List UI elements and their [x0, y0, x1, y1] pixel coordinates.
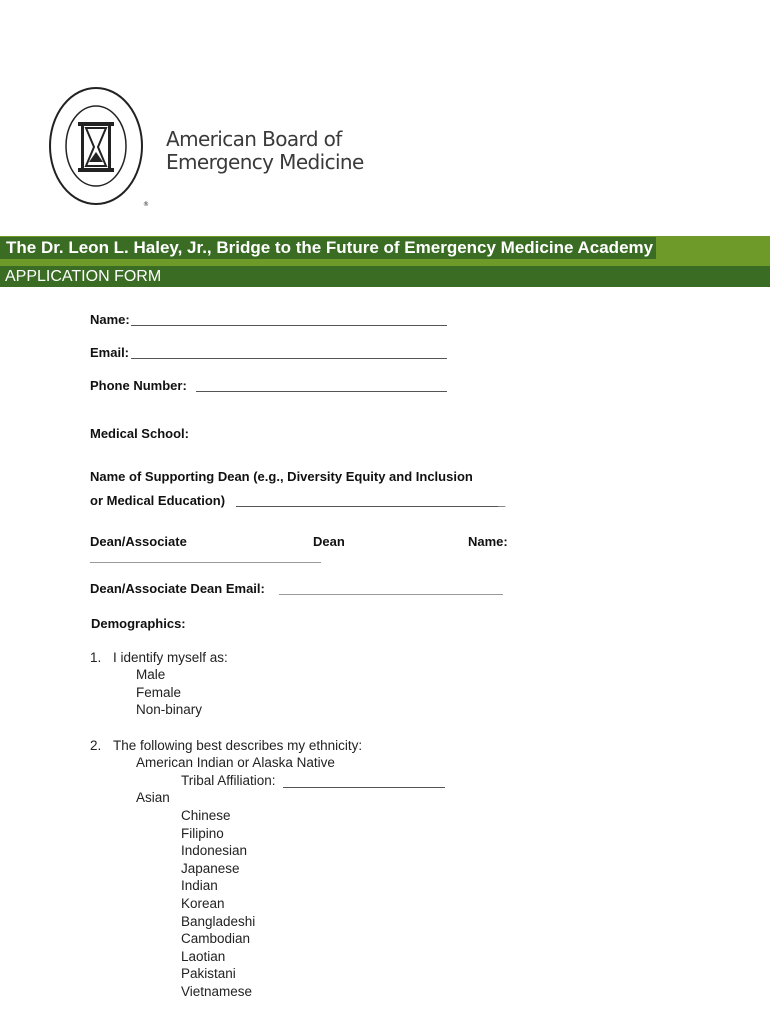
q1-text: I identify myself as:: [113, 650, 228, 665]
asian-option[interactable]: Korean: [181, 896, 225, 911]
asian-option[interactable]: Vietnamese: [181, 984, 253, 999]
org-name-line1: American Board of: [166, 127, 342, 151]
q1-option-nonbinary[interactable]: Non-binary: [136, 702, 203, 717]
asian-option[interactable]: Bangladeshi: [181, 914, 256, 929]
abem-seal-logo: [48, 84, 148, 210]
name-field-line[interactable]: [131, 325, 447, 326]
medical-school-label: Medical School:: [90, 426, 189, 441]
supporting-dean-label-line1: Name of Supporting Dean (e.g., Diversity Equity and Inclusion: [90, 469, 473, 484]
name-field-label: Name:: [90, 312, 130, 327]
program-title: The Dr. Leon L. Haley, Jr., Bridge to the Future of Emergency Medicine Academy: [0, 237, 656, 259]
asian-option[interactable]: Chinese: [181, 808, 231, 823]
tribal-affiliation-line[interactable]: [283, 787, 445, 788]
assoc-dean-email-label: Dean/Associate Dean Email:: [90, 581, 265, 596]
asian-option[interactable]: Filipino: [181, 826, 224, 841]
asian-option[interactable]: Cambodian: [181, 931, 251, 946]
supporting-dean-line[interactable]: [236, 506, 498, 507]
supporting-dean-label-line2: or Medical Education): [90, 493, 226, 508]
assoc-dean-word1: Dean/Associate: [90, 534, 187, 549]
assoc-dean-word3: Name:: [468, 534, 508, 549]
asian-option[interactable]: Laotian: [181, 949, 226, 964]
q2-option-asian[interactable]: Asian: [136, 790, 170, 805]
asian-option[interactable]: Indian: [181, 878, 218, 893]
q2-option-native[interactable]: American Indian or Alaska Native: [136, 755, 335, 770]
assoc-dean-email-line[interactable]: [279, 594, 503, 595]
email-field-line[interactable]: [131, 358, 447, 359]
q1-number: 1.: [90, 650, 102, 665]
org-name: [166, 128, 364, 174]
org-name-line2: Emergency Medicine: [166, 150, 364, 174]
form-subtitle-band: APPLICATION FORM: [0, 266, 770, 287]
q2-number: 2.: [90, 738, 102, 753]
assoc-dean-name-line[interactable]: [90, 562, 321, 563]
phone-field-line[interactable]: [196, 391, 447, 392]
registered-mark: ®: [143, 201, 149, 208]
supporting-dean-tail: _: [498, 493, 506, 508]
tribal-affiliation-label: Tribal Affiliation:: [181, 773, 276, 788]
q2-text: The following best describes my ethnicity:: [113, 738, 363, 753]
demographics-heading: Demographics:: [91, 616, 186, 631]
asian-option[interactable]: Japanese: [181, 861, 240, 876]
q1-option-male[interactable]: Male: [136, 667, 166, 682]
email-field-label: Email:: [90, 345, 130, 360]
asian-option[interactable]: Pakistani: [181, 966, 236, 981]
phone-field-label: Phone Number:: [90, 378, 187, 393]
asian-option[interactable]: Indonesian: [181, 843, 248, 858]
q1-option-female[interactable]: Female: [136, 685, 182, 700]
assoc-dean-word2: Dean: [313, 534, 345, 549]
